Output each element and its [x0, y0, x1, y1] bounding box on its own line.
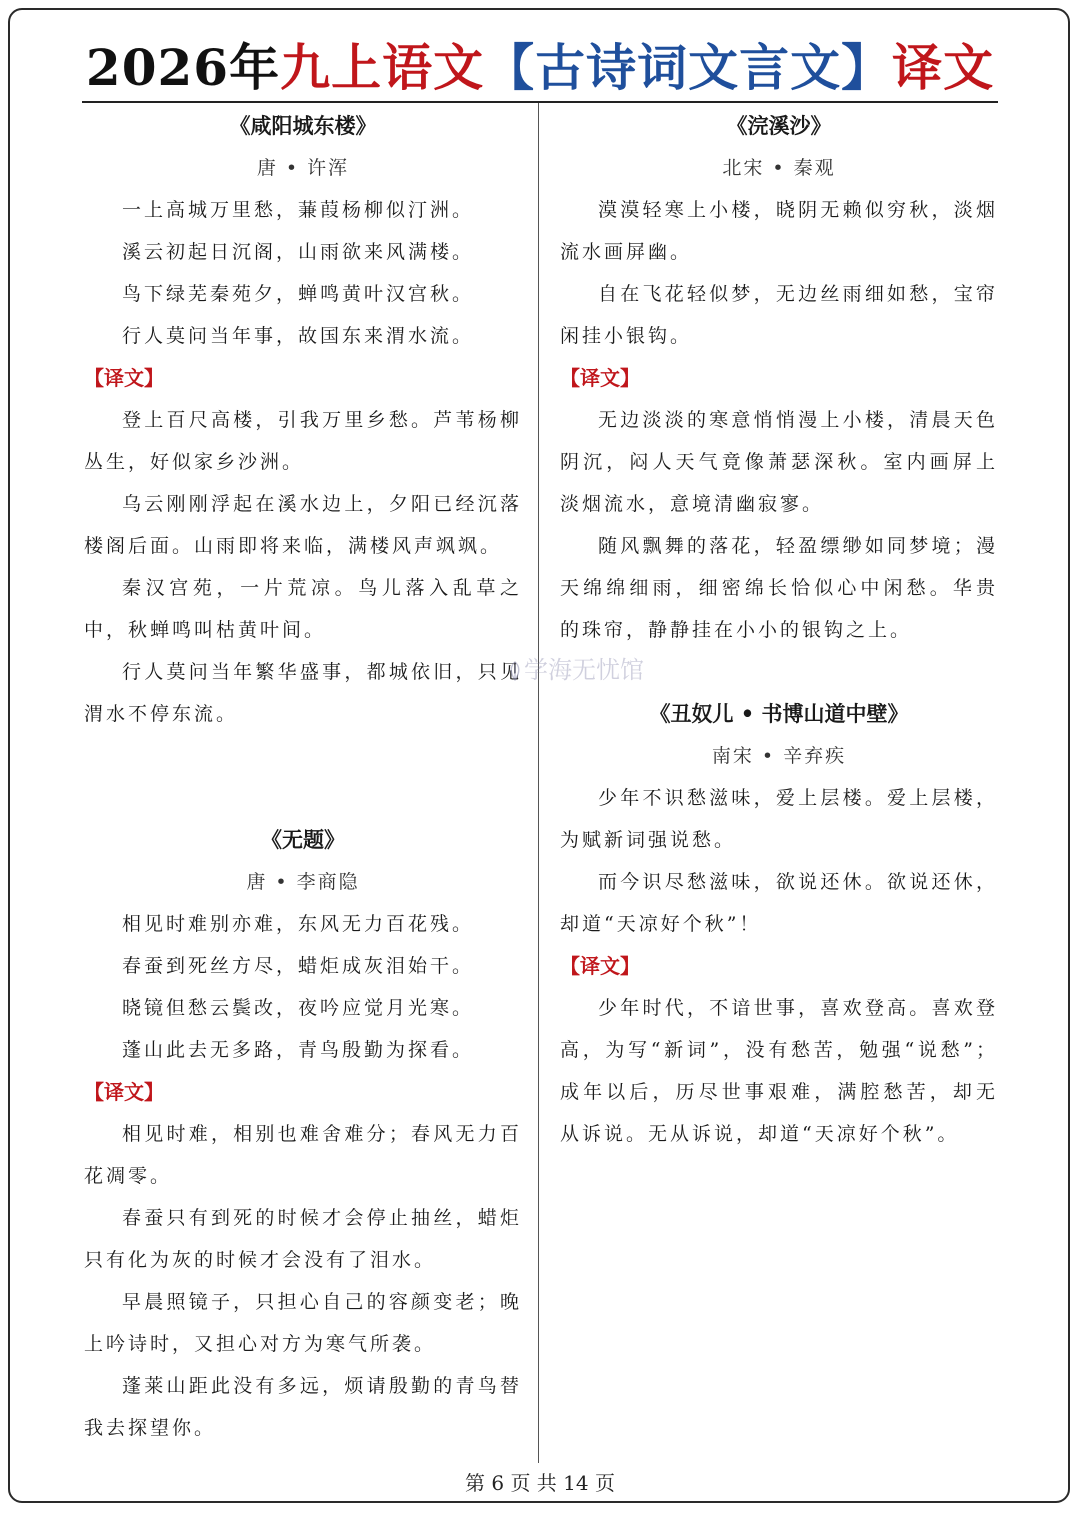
translation-paragraph: 少年时代，不谙世事，喜欢登高。喜欢登高，为写“新词”，没有愁苦，勉强“说愁”；成年以后，历尽世事艰难，满腔愁苦，却无从诉说。无从诉说，却道“天凉好个秋”。 [560, 997, 998, 1145]
poem-title: 《浣溪沙》 [726, 113, 832, 138]
poem-line: 一上高城万里愁，蒹葭杨柳似汀洲。 [122, 199, 475, 221]
page-number: 第 6 页 共 14 页 [465, 1471, 615, 1495]
title-category: 【古诗词文言文】 [484, 38, 893, 97]
poem-author: 唐 • 李商隐 [246, 871, 360, 893]
poem-author: 南宋 • 辛弃疾 [711, 745, 847, 767]
watermark [508, 650, 644, 685]
poem-line: 溪云初起日沉阁，山雨欲来风满楼。 [122, 241, 475, 263]
translation-label: 【译文】 [560, 366, 640, 390]
translation-label: 【译文】 [84, 1080, 164, 1104]
poem-author: 唐 • 许浑 [256, 157, 350, 179]
title-divider [82, 101, 998, 103]
poem-line: 蓬山此去无多路，青鸟殷勤为探看。 [122, 1039, 475, 1061]
translation-paragraph: 早晨照镜子，只担心自己的容颜变老；晚上吟诗时，又担心对方为寒气所袭。 [84, 1291, 522, 1355]
translation-label: 【译文】 [560, 954, 640, 978]
poem-chounuer [560, 693, 998, 1155]
translation-label: 【译文】 [84, 366, 164, 390]
translation-paragraph: 乌云刚刚浮起在溪水边上，夕阳已经沉落楼阁后面。山雨即将来临，满楼风声飒飒。 [84, 493, 522, 557]
poem-xianyang [84, 105, 522, 735]
left-column [84, 105, 522, 1449]
title-translation: 译文 [892, 38, 995, 97]
translation-paragraph: 相见时难，相别也难舍难分；春风无力百花凋零。 [84, 1123, 522, 1187]
watermark-text: 学海无忧馆 [524, 656, 644, 684]
poem-title: 《无题》 [261, 827, 345, 852]
poem-line: 少年不识愁滋味，爱上层楼。爱上层楼，为赋新词强说愁。 [560, 787, 998, 851]
translation-paragraph: 春蚕只有到死的时候才会停止抽丝，蜡炬只有化为灰的时候才会没有了泪水。 [84, 1207, 522, 1271]
page-title [0, 36, 1080, 100]
poem-line: 自在飞花轻似梦，无边丝雨细如愁，宝帘闲挂小银钩。 [560, 283, 998, 347]
poem-line: 漠漠轻寒上小楼，晓阴无赖似穷秋，淡烟流水画屏幽。 [560, 199, 998, 263]
translation-paragraph: 行人莫问当年繁华盛事，都城依旧，只见渭水不停东流。 [84, 661, 522, 725]
poem-huanxisha [560, 105, 998, 651]
column-divider [538, 103, 539, 1463]
poem-line: 而今识尽愁滋味，欲说还休。欲说还休，却道“天凉好个秋”！ [560, 871, 998, 935]
poem-title: 《咸阳城东楼》 [229, 113, 377, 138]
section-gap [84, 735, 522, 819]
right-column [560, 105, 998, 1155]
translation-paragraph: 登上百尺高楼，引我万里乡愁。芦苇杨柳丛生，好似家乡沙洲。 [84, 409, 522, 473]
poem-title: 《丑奴儿 • 书博山道中壁》 [649, 701, 909, 726]
translation-paragraph: 蓬莱山距此没有多远，烦请殷勤的青鸟替我去探望你。 [84, 1375, 522, 1439]
translation-paragraph: 无边淡淡的寒意悄悄漫上小楼，清晨天色阴沉，闷人天气竟像萧瑟深秋。室内画屏上淡烟流水，意境清幽寂寥。 [560, 409, 998, 515]
poem-line: 相见时难别亦难，东风无力百花残。 [122, 913, 475, 935]
poem-line: 春蚕到死丝方尽，蜡炬成灰泪始干。 [122, 955, 475, 977]
translation-paragraph: 秦汉宫苑，一片荒凉。鸟儿落入乱草之中，秋蝉鸣叫枯黄叶间。 [84, 577, 522, 641]
title-year: 2026年 [85, 38, 281, 97]
poem-wuti [84, 819, 522, 1449]
poem-line: 晓镜但愁云鬓改，夜吟应觉月光寒。 [122, 997, 475, 1019]
poem-line: 鸟下绿芜秦苑夕，蝉鸣黄叶汉宫秋。 [122, 283, 475, 305]
translation-paragraph: 随风飘舞的落花，轻盈缥缈如同梦境；漫天绵绵细雨，细密绵长恰似心中闲愁。华贵的珠帘，静静挂在小小的银钩之上。 [560, 535, 998, 641]
poem-line: 行人莫问当年事，故国东来渭水流。 [122, 325, 475, 347]
feather-icon [508, 661, 522, 681]
poem-author: 北宋 • 秦观 [722, 157, 836, 179]
title-subject: 九上语文 [280, 38, 485, 97]
